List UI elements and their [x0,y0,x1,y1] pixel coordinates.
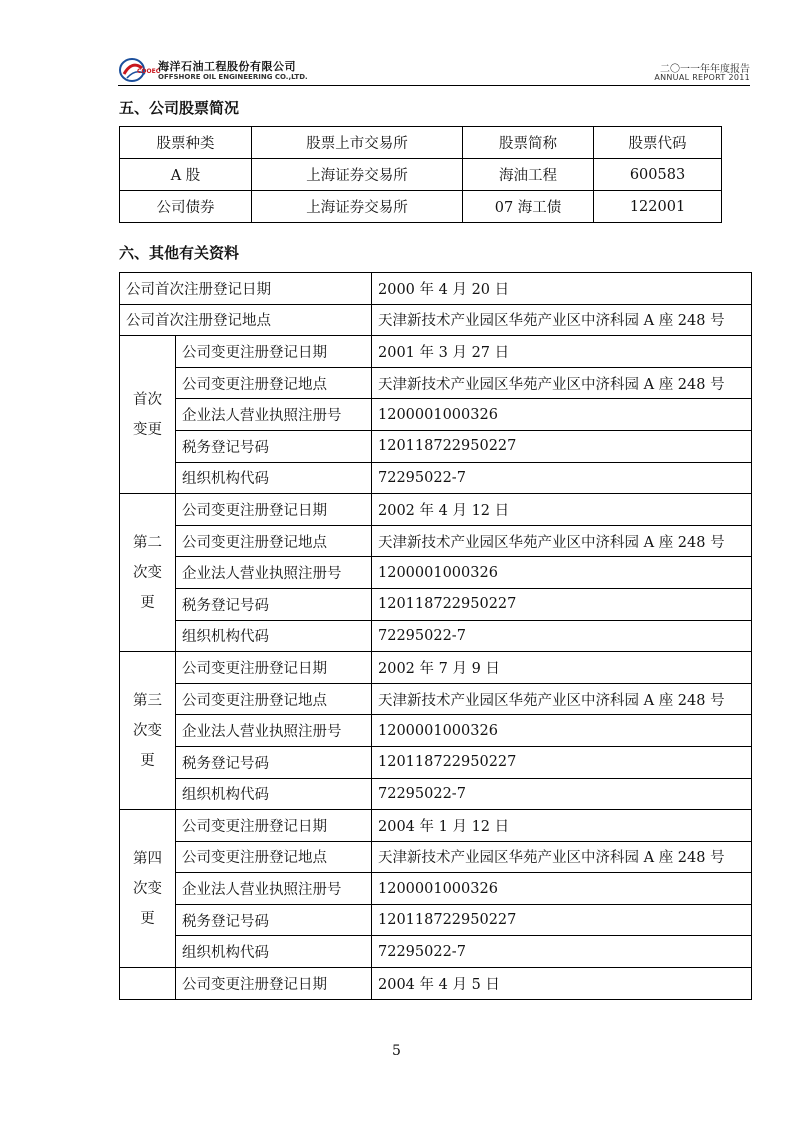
field-value: 天津新技术产业园区华苑产业区中济科园 A 座 248 号 [372,367,752,399]
change-group-label [120,494,176,652]
field-label: 公司变更注册登记日期 [176,494,372,526]
group-label-line: 更 [140,594,155,611]
field-label: 企业法人营业执照注册号 [176,557,372,589]
change-group-label [120,336,176,494]
table-row [120,841,752,873]
group-label-line: 变更 [133,421,162,438]
change-group-label [120,810,176,968]
company-name-cn: 海洋石油工程股份有限公司 [158,60,296,73]
group-label-line: 第三 [133,692,162,709]
table-cell: 上海证券交易所 [252,159,463,191]
field-label: 公司变更注册登记日期 [176,810,372,842]
field-label: 组织机构代码 [176,778,372,810]
field-value: 72295022-7 [372,462,752,494]
field-label: 公司首次注册登记日期 [120,273,372,305]
change-group-label [120,968,176,1000]
table-row [120,810,752,842]
field-label: 税务登记号码 [176,430,372,462]
field-value: 1200001000326 [372,873,752,905]
field-value: 120118722950227 [372,904,752,936]
company-logo [118,54,161,84]
field-label: 组织机构代码 [176,620,372,652]
field-label: 企业法人营业执照注册号 [176,873,372,905]
field-value: 120118722950227 [372,746,752,778]
field-value: 2000 年 4 月 20 日 [372,273,752,305]
table-cell: 公司债券 [120,191,252,223]
group-label-line: 次变 [133,722,162,739]
table-row [120,873,752,905]
field-label: 公司变更注册登记地点 [176,367,372,399]
field-label: 组织机构代码 [176,936,372,968]
group-label-line: 首次 [133,391,162,408]
field-label: 公司变更注册登记地点 [176,525,372,557]
table-row [120,399,752,431]
field-value: 1200001000326 [372,399,752,431]
table-row [120,304,752,336]
field-value: 2004 年 1 月 12 日 [372,810,752,842]
table-row [120,588,752,620]
field-value: 天津新技术产业园区华苑产业区中济科园 A 座 248 号 [372,841,752,873]
field-value: 120118722950227 [372,588,752,620]
field-label: 公司变更注册登记日期 [176,652,372,684]
report-title-en: ANNUAL REPORT 2011 [654,73,750,82]
page-header [118,54,750,86]
field-value: 72295022-7 [372,620,752,652]
table-row [120,191,722,223]
table-row [120,525,752,557]
field-label: 组织机构代码 [176,462,372,494]
field-label: 税务登记号码 [176,588,372,620]
field-value: 天津新技术产业园区华苑产业区中济科园 A 座 248 号 [372,525,752,557]
table-row [120,494,752,526]
section5-title: 五、公司股票简况 [119,99,240,117]
report-title-cn: 二〇一一年年度报告 [660,64,750,75]
table-cell: 07 海工债 [463,191,594,223]
table-row [120,746,752,778]
field-label: 公司变更注册登记日期 [176,968,372,1000]
section6-title: 六、其他有关资料 [119,244,240,262]
table-cell: A 股 [120,159,252,191]
table-header-row [120,127,722,159]
table-row [120,778,752,810]
field-label: 公司首次注册登记地点 [120,304,372,336]
table-row [120,430,752,462]
field-label: 税务登记号码 [176,746,372,778]
field-label: 公司变更注册登记地点 [176,841,372,873]
table-row [120,367,752,399]
table-cell: 上海证券交易所 [252,191,463,223]
table-row [120,273,752,305]
group-label-line: 次变 [133,880,162,897]
company-name-en: OFFSHORE OIL ENGINEERING CO.,LTD. [158,73,308,81]
field-value: 2001 年 3 月 27 日 [372,336,752,368]
page-number: 5 [392,1043,401,1059]
column-header: 股票简称 [463,127,594,159]
field-value: 1200001000326 [372,557,752,589]
field-value: 2002 年 4 月 12 日 [372,494,752,526]
table-row [120,715,752,747]
table-row [120,159,722,191]
field-value: 2004 年 4 月 5 日 [372,968,752,1000]
field-value: 天津新技术产业园区华苑产业区中济科园 A 座 248 号 [372,304,752,336]
table-row [120,620,752,652]
column-header: 股票代码 [594,127,722,159]
table-cell: 海油工程 [463,159,594,191]
change-group-label [120,652,176,810]
group-label-line: 次变 [133,564,162,581]
field-value: 天津新技术产业园区华苑产业区中济科园 A 座 248 号 [372,683,752,715]
table-cell: 122001 [594,191,722,223]
field-value: 72295022-7 [372,778,752,810]
field-value: 72295022-7 [372,936,752,968]
table-row [120,557,752,589]
company-info-table [119,272,752,1000]
group-label-line: 第四 [133,850,162,867]
svg-text:COOEC: COOEC [137,68,161,75]
field-value: 1200001000326 [372,715,752,747]
table-row [120,683,752,715]
table-row [120,904,752,936]
column-header: 股票上市交易所 [252,127,463,159]
table-row [120,936,752,968]
field-value: 2002 年 7 月 9 日 [372,652,752,684]
field-value: 120118722950227 [372,430,752,462]
column-header: 股票种类 [120,127,252,159]
table-row [120,462,752,494]
group-label-line: 第二 [133,534,162,551]
field-label: 公司变更注册登记日期 [176,336,372,368]
group-label-line: 更 [140,752,155,769]
field-label: 企业法人营业执照注册号 [176,399,372,431]
table-cell: 600583 [594,159,722,191]
table-row [120,968,752,1000]
stock-table [119,126,722,223]
field-label: 公司变更注册登记地点 [176,683,372,715]
field-label: 税务登记号码 [176,904,372,936]
table-row [120,336,752,368]
header-divider [118,85,750,86]
table-row [120,652,752,684]
group-label-line: 更 [140,910,155,927]
field-label: 企业法人营业执照注册号 [176,715,372,747]
